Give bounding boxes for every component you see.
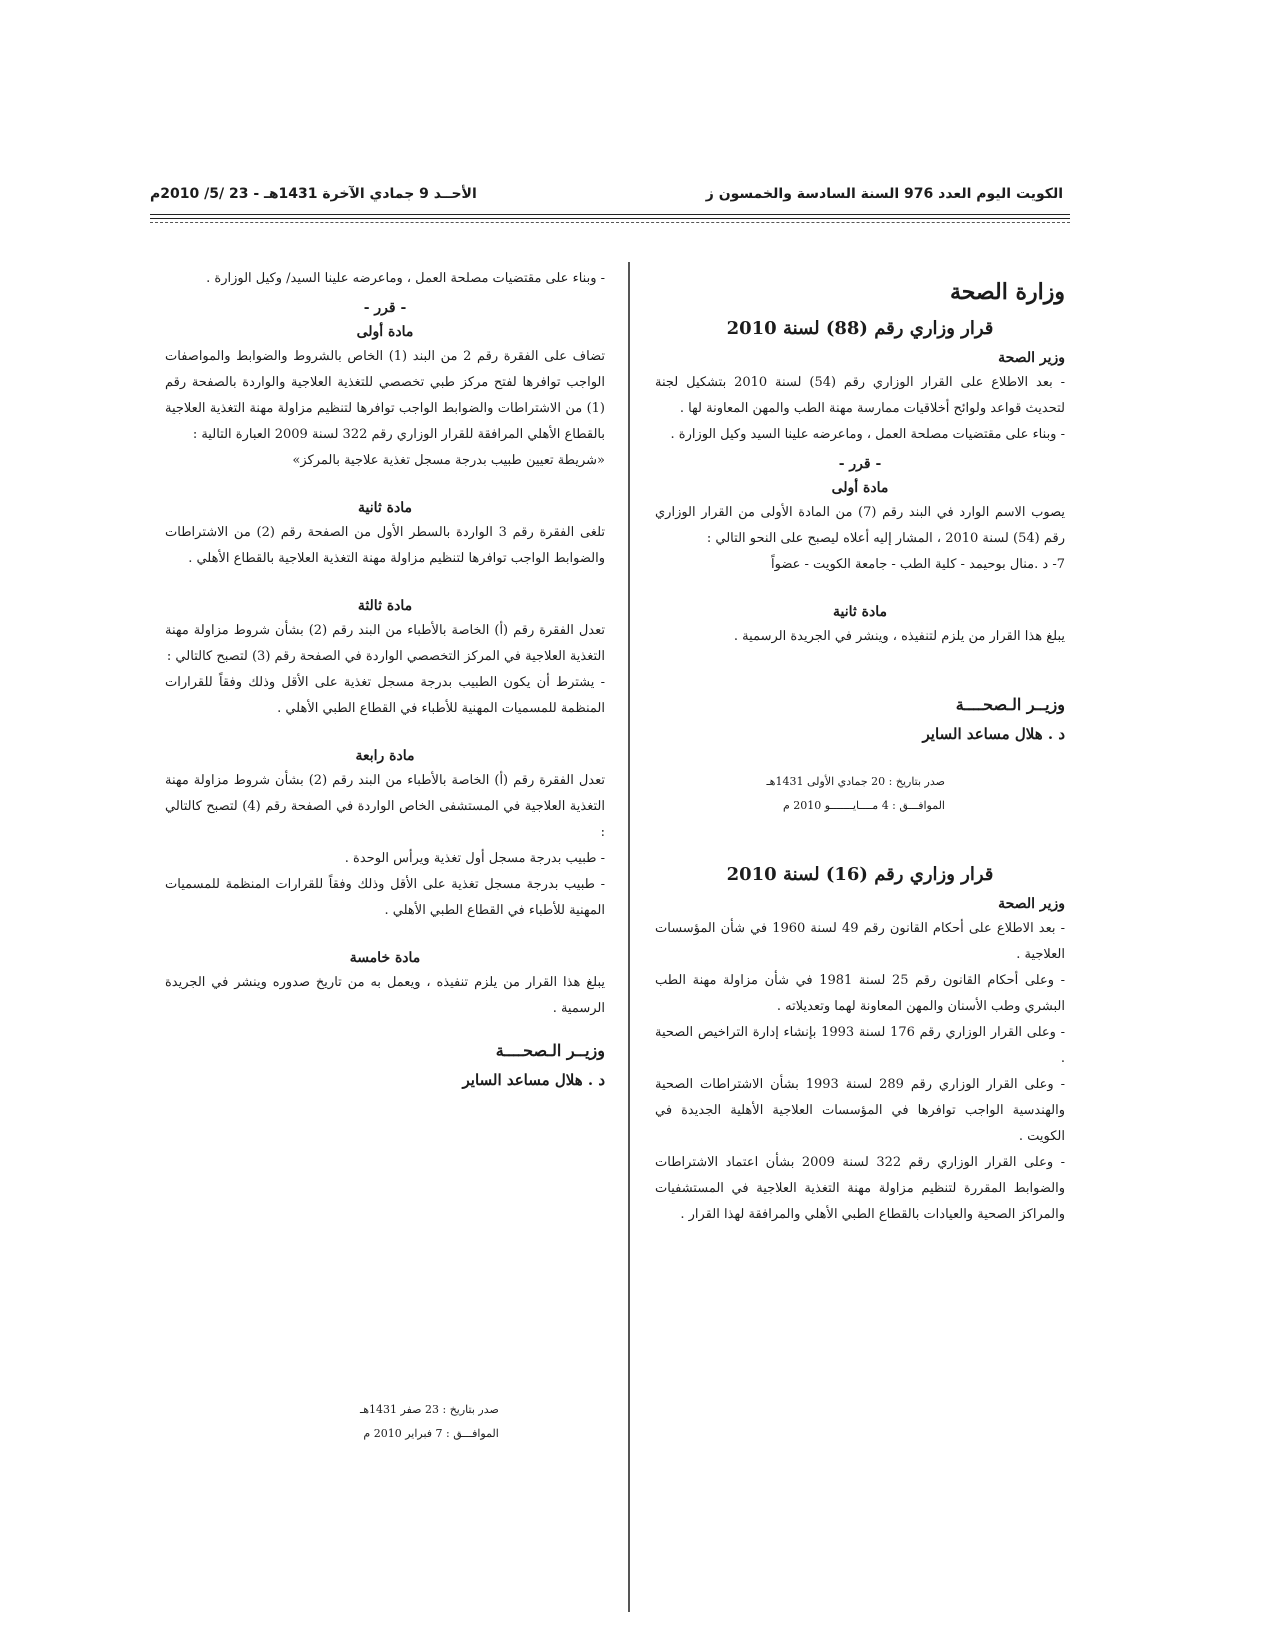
decree2-signature-name: د . هلال مساعد الساير — [462, 1071, 605, 1089]
decree2-article3-text: تعدل الفقرة رقم (أ) الخاصة بالأطباء من البند رقم (2) بشأن شروط مزاولة مهنة التغذية العلاجية في المركز التخصصي الواردة في الصفحة رقم (3) لتصبح كالتالي : — [165, 623, 605, 664]
decree2-article3-item: - يشترط أن يكون الطبيب بدرجة مسجل تغذية على الأقل وذلك وفقاً للقرارات المنظمة للمسميات المهنية للأطباء في القطاع الطبي الأهلي . — [165, 675, 605, 716]
decree2-article4-title: مادة رابعة — [355, 748, 415, 764]
decree1-preamble-2: - وبناء على مقتضيات مصلحة العمل ، وماعرضه علينا السيد وكيل الوزارة . — [670, 427, 1065, 442]
decree2-decided: - قرر - — [363, 300, 407, 316]
decree2-issued-date: صدر بتاريخ : 23 صفر 1431هـ — [360, 1403, 499, 1416]
decree1-article1-item: 7- د .منال بوحيمد - كلية الطب - جامعة الكويت - عضواً — [771, 557, 1065, 572]
right-column — [655, 272, 1065, 1228]
decree2-article1-quote: «شريطة تعيين طبيب بدرجة مسجل تغذية علاجية بالمركز» — [292, 453, 605, 468]
decree1-article2-title: مادة ثانية — [833, 604, 887, 620]
decree2-article4-item1: - طبيب بدرجة مسجل أول تغذية ويرأس الوحدة . — [344, 851, 605, 866]
decree2-preamble-4: - وعلى القرار الوزاري رقم 289 لسنة 1993 بشأن الاشتراطات الصحية والهندسية الواجب توافرها في المؤسسات العلاجية الأهلية الجديدة في الكويت . — [655, 1077, 1065, 1144]
decree1-issued-date: صدر بتاريخ : 20 جمادي الأولى 1431هـ — [766, 775, 945, 788]
header-rule-2 — [150, 218, 1070, 219]
decree2-article5-text: يبلغ هذا القرار من يلزم تنفيذه ، ويعمل به من تاريخ صدوره وينشر في الجريدة الرسمية . — [165, 975, 605, 1016]
decree1-title: قرار وزاري رقم (88) لسنة 2010 — [726, 318, 994, 339]
decree2-preamble-3: - وعلى القرار الوزاري رقم 176 لسنة 1993 بإنشاء إدارة التراخيص الصحية . — [655, 1025, 1066, 1066]
column-divider — [628, 262, 630, 1612]
decree1-issued-gregorian: الموافـــق : 4 مــــايـــــــو 2010 م — [782, 799, 945, 812]
decree2-preamble-5: - وعلى القرار الوزاري رقم 322 لسنة 2009 بشأن اعتماد الاشتراطات والضوابط المقررة لتنظيم مزاولة مهنة التغذية العلاجية في المستشفيات والمراكز الصحية والعيادات بالقطاع الطبي الأهلي والمرافقة لهذا القرار . — [655, 1155, 1065, 1222]
decree2-article4-item2: - طبيب بدرجة مسجل تغذية على الأقل وذلك وفقاً للقرارات المنظمة للمسميات المهنية للأطباء في القطاع الطبي الأهلي . — [165, 877, 605, 918]
header-rule — [150, 214, 1070, 215]
decree1-signature-name: د . هلال مساعد الساير — [922, 725, 1065, 743]
decree1-decided: - قرر - — [838, 456, 882, 472]
decree2-minister: وزير الصحة — [998, 896, 1065, 912]
header-newspaper-info: الكويت اليوم العدد 976 السنة السادسة والخمسون ز — [705, 186, 1063, 202]
left-column — [165, 266, 605, 1094]
ministry-title: وزارة الصحة — [949, 279, 1065, 305]
decree1-article1-text: يصوب الاسم الوارد في البند رقم (7) من المادة الأولى من القرار الوزاري رقم (54) لسنة 2010 ، المشار إليه أعلاه ليصبح على النحو التالي : — [655, 505, 1065, 546]
header-rule-dashed — [150, 222, 1070, 223]
decree2-article1-title: مادة أولى — [356, 324, 414, 340]
decree1-preamble-1: - بعد الاطلاع على القرار الوزاري رقم (54) لسنة 2010 بتشكيل لجنة لتحديث قواعد ولوائح أخلاقيات ممارسة مهنة الطب والمهن المعاونة لها . — [655, 375, 1065, 416]
decree1-article2-text: يبلغ هذا القرار من يلزم لتنفيذه ، وينشر في الجريدة الرسمية . — [733, 629, 1065, 644]
decree2-article4-text: تعدل الفقرة رقم (أ) الخاصة بالأطباء من البند رقم (2) بشأن شروط مزاولة مهنة التغذية العلاجية في المستشفى الخاص الواردة في الصفحة رقم (4) لتصبح كالتالي : — [165, 773, 605, 840]
decree2-issued-gregorian: الموافـــق : 7 فبراير 2010 م — [363, 1427, 499, 1440]
decree2-preamble-1: - بعد الاطلاع على أحكام القانون رقم 49 لسنة 1960 في شأن المؤسسات العلاجية . — [655, 921, 1065, 962]
decree2-article5-title: مادة خامسة — [349, 950, 421, 966]
decree1-article1-title: مادة أولى — [831, 480, 889, 496]
decree2-issued-block — [360, 1398, 499, 1446]
decree2-article2-title: مادة ثانية — [358, 500, 412, 516]
decree1-signature-title: وزيــر الـصحــــة — [955, 695, 1065, 714]
decree2-article3-title: مادة ثالثة — [357, 598, 413, 614]
decree2-preamble-6: - وبناء على مقتضيات مصلحة العمل ، وماعرضه علينا السيد/ وكيل الوزارة . — [206, 271, 605, 286]
decree2-article1-text: تضاف على الفقرة رقم 2 من البند (1) الخاص بالشروط والضوابط والمواصفات الواجب توافرها لفتح مركز طبي تخصصي للتغذية العلاجية والواردة بالصفحة رقم (1) من الاشتراطات والضوابط الواجب توافرها لتنظيم مزاولة مهنة التغذية العلاجية بالقطاع الأهلي المرافقة للقرار الوزاري رقم 322 لسنة 2009 العبارة التالية : — [165, 349, 605, 442]
decree1-minister: وزير الصحة — [998, 350, 1065, 366]
decree2-article2-text: تلغى الفقرة رقم 3 الواردة بالسطر الأول من الصفحة رقم (2) من الاشتراطات والضوابط الواجب توافرها لتنظيم مزاولة مهنة التغذية العلاجية بالقطاع الأهلي . — [165, 525, 605, 566]
header-date: الأحــد 9 جمادي الآخرة 1431هـ - 23 /5/ 2010م — [150, 186, 477, 202]
decree2-preamble-2: - وعلى أحكام القانون رقم 25 لسنة 1981 في شأن مزاولة مهنة الطب البشري وطب الأسنان والمهن المعاونة لهما وتعديلاته . — [655, 973, 1065, 1014]
decree2-signature-title: وزيــر الـصحــــة — [495, 1041, 605, 1060]
decree2-title: قرار وزاري رقم (16) لسنة 2010 — [726, 864, 994, 885]
